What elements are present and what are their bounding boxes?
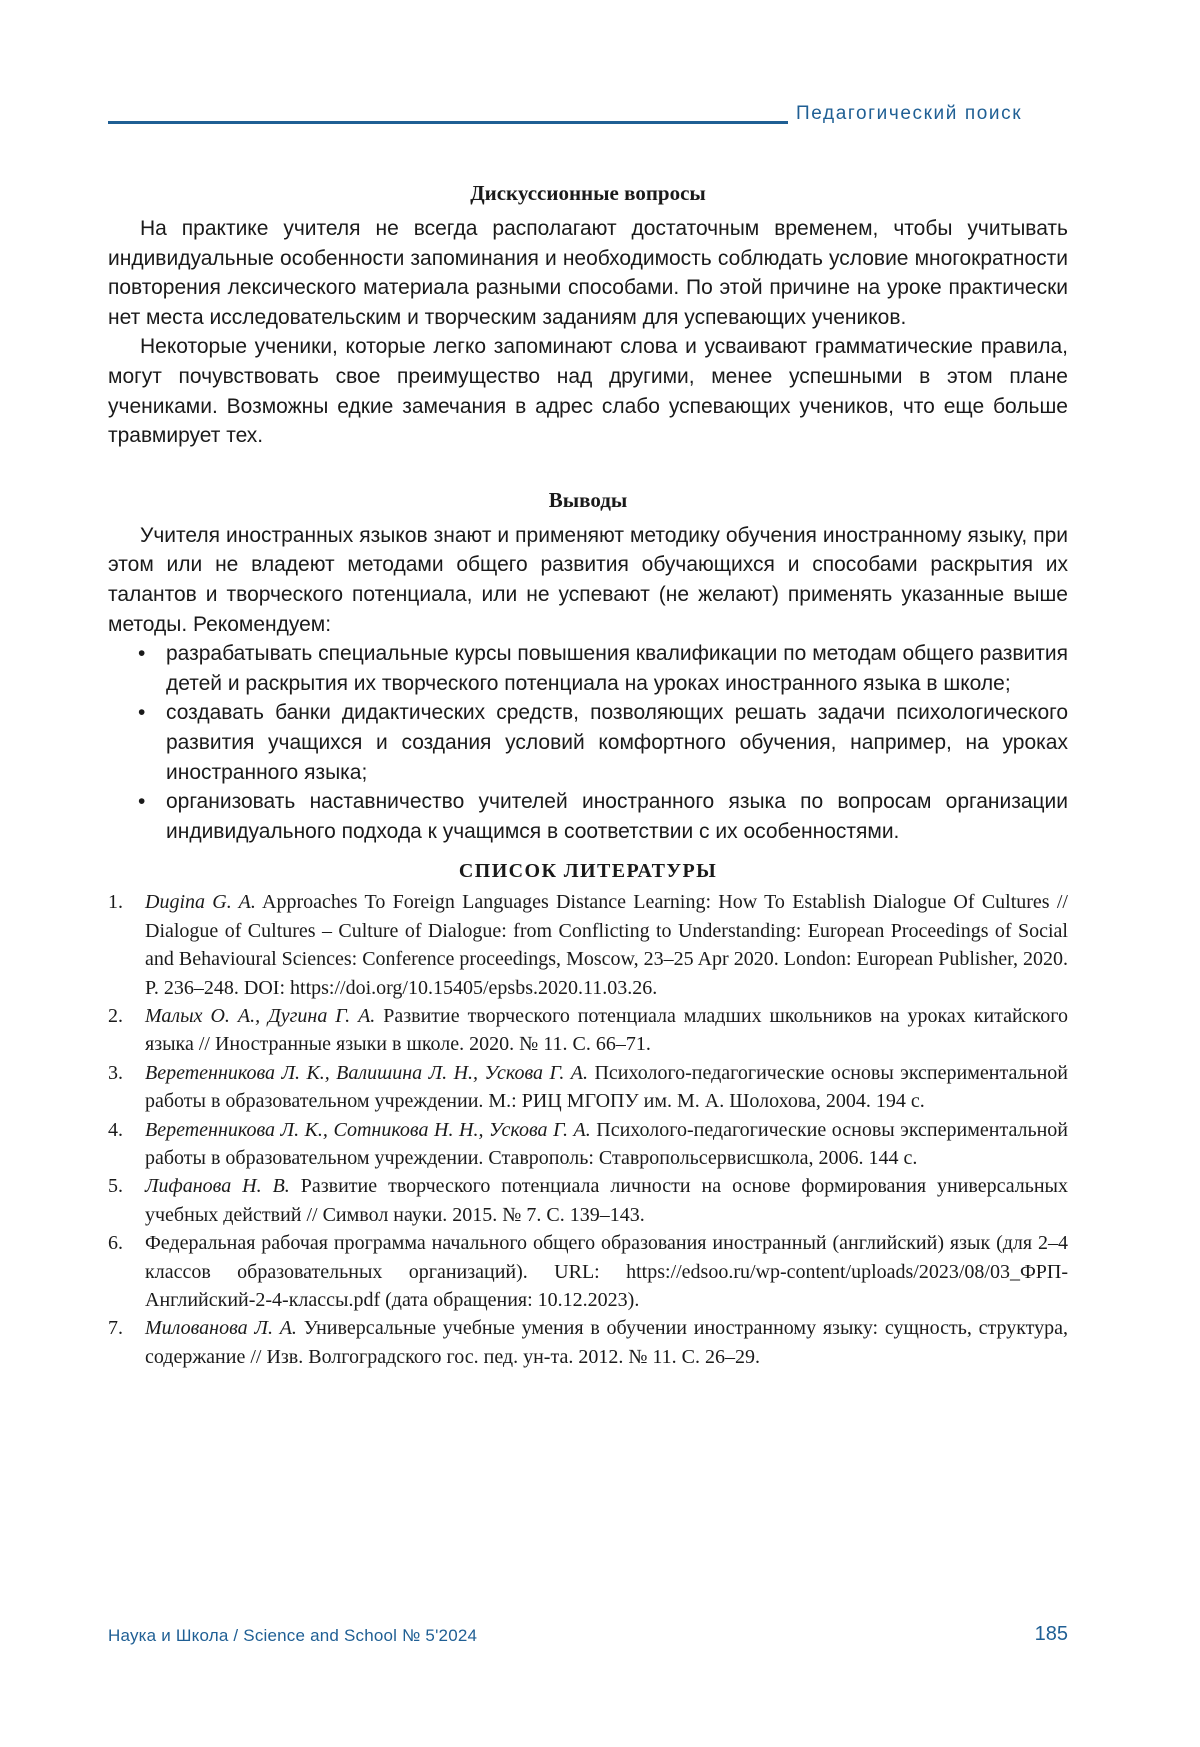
running-header: Педагогический поиск bbox=[796, 103, 1023, 124]
bullet-icon: • bbox=[138, 701, 146, 725]
reference-number: 5. bbox=[108, 1175, 123, 1198]
header-rule bbox=[108, 121, 788, 124]
list-item bbox=[108, 639, 1068, 698]
reference-item bbox=[108, 1002, 1068, 1059]
bullet-icon: • bbox=[138, 790, 146, 814]
reference-item bbox=[108, 1116, 1068, 1173]
reference-text: Психолого-педагогические основы экспериментальной работы в образовательном учреждении. М.: РИЦ МГОПУ им. М. А. Шолохова, 2004. 194 с. bbox=[145, 1061, 1069, 1113]
list-item-text: создавать банки дидактических средств, позволяющих решать задачи психологического развития учащихся и создания условий комфортного обучения, например, на уроках иностранного языка; bbox=[166, 701, 1068, 784]
recommendations-list bbox=[108, 639, 1068, 846]
page-content bbox=[108, 176, 1068, 1371]
journal-footer: Наука и Школа / Science and School № 5'2024 bbox=[108, 1626, 478, 1645]
reference-number: 3. bbox=[108, 1061, 123, 1084]
reference-number: 2. bbox=[108, 1004, 123, 1027]
reference-text: Универсальные учебные умения в обучении иностранному языку: сущность, структура, содержание // Изв. Волгоградского гос. пед. ун-та. 2012. № 11. С. 26–29. bbox=[145, 1317, 1068, 1368]
reference-item bbox=[108, 1172, 1068, 1229]
list-item bbox=[108, 698, 1068, 787]
reference-text: Психолого-педагогические основы экспериментальной работы в образовательном учреждении. Ставрополь: Ставропольсервисшкола, 2006. 144 с. bbox=[145, 1118, 1068, 1169]
reference-authors: Милованова Л. А. bbox=[145, 1317, 297, 1340]
reference-item bbox=[108, 1229, 1068, 1314]
reference-number: 6. bbox=[108, 1232, 123, 1255]
reference-text: Развитие творческого потенциала личности на основе формирования универсальных учебных действий // Символ науки. 2015. № 7. С. 139–143. bbox=[145, 1175, 1068, 1226]
reference-number: 4. bbox=[108, 1118, 123, 1141]
reference-authors: Веретенникова Л. К., Валишина Л. Н., Ускова Г. А. bbox=[145, 1061, 589, 1084]
reference-number: 1. bbox=[108, 891, 123, 914]
reference-text: Развитие творческого потенциала младших школьников на уроках китайского языка // Иностранные языки в школе. 2020. № 11. С. 66–71. bbox=[145, 1004, 1068, 1056]
list-item-text: организовать наставничество учителей иностранного языка по вопросам организации индивидуального подхода к учащимся в соответствии с их особенностями. bbox=[166, 790, 1068, 843]
discussion-heading: Дискуссионные вопросы bbox=[470, 181, 706, 205]
reference-item bbox=[108, 1314, 1068, 1371]
reference-item bbox=[108, 1059, 1068, 1116]
references-list bbox=[108, 888, 1068, 1371]
list-item bbox=[108, 787, 1068, 846]
reference-item bbox=[108, 888, 1068, 1002]
reference-authors: Лифанова Н. В. bbox=[145, 1175, 290, 1198]
reference-number: 7. bbox=[108, 1317, 123, 1340]
reference-authors: Малых О. А., Дугина Г. А. bbox=[145, 1004, 376, 1027]
reference-authors: Веретенникова Л. К., Сотникова Н. Н., Ускова Г. А. bbox=[145, 1118, 591, 1141]
bullet-icon: • bbox=[138, 642, 146, 666]
references-heading: СПИСОК ЛИТЕРАТУРЫ bbox=[458, 860, 718, 883]
list-item-text: разрабатывать специальные курсы повышения квалификации по методам общего развития детей и раскрытия их творческого потенциала на уроках иностранного языка в школе; bbox=[166, 642, 1068, 695]
discussion-paragraph-1: На практике учителя не всегда располагают достаточным временем, чтобы учитывать индивидуальные особенности запоминания и необходимость соблюдать условие многократности повторения лексического материала разными способами. По этой причине на уроке практически нет места исследовательским и творческим заданиям для успевающих учеников. bbox=[108, 217, 1068, 329]
reference-text: Approaches To Foreign Languages Distance Learning: How To Establish Dialogue Of Cultures // Dialogue of Cultures – Culture of Dialogue: from Conflicting to Understanding: European Proceedings of Social and Behavioural Sciences: Conference proceedings, Moscow, 23–25 Apr 2020. London: European Publisher, 2020. P. 236–248. DOI: https://doi.org/10.15405/epsbs.2020.11.03.26. bbox=[145, 891, 1068, 999]
conclusions-paragraph: Учителя иностранных языков знают и применяют методику обучения иностранному языку, при этом или не владеют методами общего развития обучающихся и способами раскрытия их талантов и творческого потенциала, или не успевают (не желают) применять указанные выше методы. Рекомендуем: bbox=[108, 523, 1068, 636]
page-number: 185 bbox=[1034, 1623, 1068, 1645]
reference-authors: Dugina G. A. bbox=[145, 891, 256, 914]
conclusions-heading: Выводы bbox=[548, 487, 628, 512]
discussion-paragraph-2: Некоторые ученики, которые легко запоминают слова и усваивают грамматические правила, могут почувствовать свое преимущество над другими, менее успешными в этом плане учениками. Возможны едкие замечания в адрес слабо успевающих учеников, что еще больше травмирует тех. bbox=[108, 335, 1068, 448]
reference-text: Федеральная рабочая программа начального общего образования иностранный (английский) язык (для 2–4 классов образовательных организаций). URL: https://edsoo.ru/wp-content/uploads/2023/08/03_ФРП-Английский-2-4-классы.pdf (дата обращения: 10.12.2023). bbox=[145, 1232, 1068, 1311]
